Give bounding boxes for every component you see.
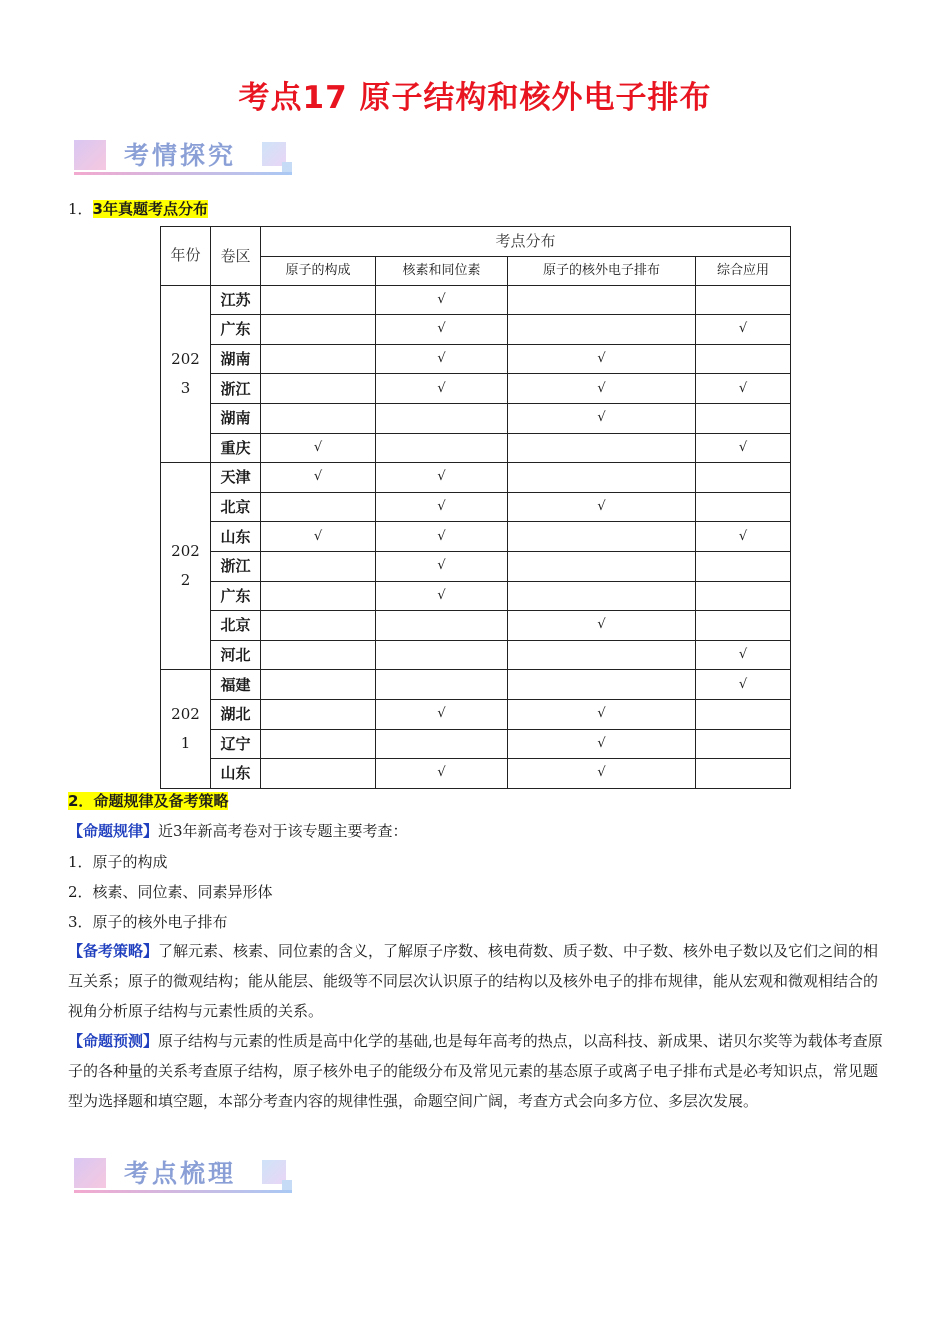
check-cell: [376, 640, 508, 670]
province-cell: 浙江: [211, 551, 261, 581]
banner-underline: [74, 172, 292, 175]
strategy-text: 了解元素、核素、同位素的含义，了解原子序数、核电荷数、质子数、中子数、核外电子数以及它们之间的相互关系；原子的微观结构；能从能层、能级等不同层次认识原子的结构以及核外电子的排布规律，能从宏观和微观相结合的视角分析原子结构与元素性质的关系。: [68, 942, 879, 1020]
section-heading-distribution: [68, 198, 208, 219]
table-row: [161, 492, 791, 522]
check-cell: √: [376, 759, 508, 789]
check-cell: √: [376, 285, 508, 315]
banner-decoration-square: [74, 140, 106, 170]
check-cell: [696, 403, 791, 433]
check-cell: [508, 463, 696, 493]
check-cell: [261, 551, 376, 581]
province-cell: 湖南: [211, 403, 261, 433]
province-cell: 广东: [211, 315, 261, 345]
check-cell: √: [376, 522, 508, 552]
banner-label: 考点梳理: [124, 1159, 237, 1188]
check-cell: [696, 285, 791, 315]
check-cell: [508, 581, 696, 611]
province-cell: 湖北: [211, 699, 261, 729]
forecast-tag: 【命题预测】: [68, 1032, 159, 1050]
rule-paragraph: [68, 820, 408, 841]
check-cell: [261, 640, 376, 670]
table-row: [161, 403, 791, 433]
province-cell: 广东: [211, 581, 261, 611]
check-cell: [376, 670, 508, 700]
check-cell: √: [508, 403, 696, 433]
check-cell: [261, 285, 376, 315]
section-heading-strategy: [68, 790, 228, 811]
check-cell: √: [696, 315, 791, 345]
page-title: 考点17 原子结构和核外电子排布: [238, 80, 712, 116]
check-cell: [696, 699, 791, 729]
check-cell: √: [376, 315, 508, 345]
section-number: 1．: [68, 200, 93, 218]
check-cell: √: [376, 492, 508, 522]
banner-underline: [74, 1190, 292, 1193]
table-row: [161, 551, 791, 581]
check-cell: [508, 285, 696, 315]
forecast-paragraph: [68, 1026, 883, 1116]
check-cell: √: [376, 581, 508, 611]
province-cell: 山东: [211, 522, 261, 552]
check-cell: [508, 551, 696, 581]
check-cell: √: [508, 759, 696, 789]
province-cell: 湖南: [211, 344, 261, 374]
list-item: 3．原子的核外电子排布: [68, 913, 228, 931]
check-cell: [696, 492, 791, 522]
check-cell: [261, 729, 376, 759]
paper-header: 卷区: [211, 227, 261, 286]
table-row: [161, 433, 791, 463]
check-cell: √: [261, 463, 376, 493]
list-item: 2．核素、同位素、同素异形体: [68, 883, 273, 901]
year-cell: 2023: [161, 285, 211, 463]
section-banner-key-points: [72, 1154, 302, 1204]
check-cell: [696, 611, 791, 641]
province-cell: 山东: [211, 759, 261, 789]
province-cell: 北京: [211, 492, 261, 522]
check-cell: √: [376, 463, 508, 493]
banner-decoration-square: [282, 162, 292, 172]
check-cell: [696, 581, 791, 611]
section-banner-exam-analysis: [72, 136, 302, 186]
banner-label: 考情探究: [124, 141, 237, 170]
column-header: 原子的核外电子排布: [508, 256, 696, 285]
table-row: [161, 315, 791, 345]
check-cell: [261, 403, 376, 433]
check-cell: [261, 492, 376, 522]
check-cell: √: [696, 522, 791, 552]
banner-decoration-square: [74, 1158, 106, 1188]
column-header: 核素和同位素: [376, 256, 508, 285]
check-cell: [376, 611, 508, 641]
province-cell: 江苏: [211, 285, 261, 315]
check-cell: [261, 759, 376, 789]
check-cell: [508, 433, 696, 463]
strategy-paragraph: [68, 936, 883, 1026]
group-header: 考点分布: [261, 227, 791, 257]
check-cell: [261, 315, 376, 345]
check-cell: [508, 315, 696, 345]
province-cell: 河北: [211, 640, 261, 670]
check-cell: √: [508, 611, 696, 641]
year-header: 年份: [161, 227, 211, 286]
table-row: [161, 463, 791, 493]
check-cell: [261, 581, 376, 611]
rule-tag: 【命题规律】: [68, 822, 159, 840]
table-row: [161, 522, 791, 552]
check-cell: [696, 463, 791, 493]
check-cell: [261, 670, 376, 700]
check-cell: [508, 522, 696, 552]
check-cell: √: [696, 640, 791, 670]
check-cell: [376, 729, 508, 759]
province-cell: 浙江: [211, 374, 261, 404]
table-row: [161, 640, 791, 670]
column-header: 原子的构成: [261, 256, 376, 285]
table-row: [161, 374, 791, 404]
check-cell: √: [508, 699, 696, 729]
province-cell: 天津: [211, 463, 261, 493]
check-cell: √: [376, 374, 508, 404]
strategy-tag: 【备考策略】: [68, 942, 159, 960]
forecast-text: 原子结构与元素的性质是高中化学的基础,也是每年高考的热点，以高科技、新成果、诺贝尔奖等为载体考查原子的各种量的关系考查原子结构，原子核外电子的能级分布及常见元素的基态原子或离子电子排布式是必考知识点，常见题型为选择题和填空题，本部分考查内容的规律性强，命题空间广阔，考查方式会向多方位、多层次发展。: [68, 1032, 883, 1110]
check-cell: [696, 759, 791, 789]
check-cell: [696, 729, 791, 759]
check-cell: √: [261, 433, 376, 463]
section-label: 3年真题考点分布: [92, 200, 208, 218]
province-cell: 北京: [211, 611, 261, 641]
check-cell: [696, 344, 791, 374]
province-cell: 福建: [211, 670, 261, 700]
check-cell: [696, 551, 791, 581]
list-item: 1．原子的构成: [68, 853, 168, 871]
check-cell: [508, 670, 696, 700]
check-cell: √: [508, 344, 696, 374]
check-cell: √: [696, 374, 791, 404]
check-cell: √: [376, 699, 508, 729]
check-cell: [376, 433, 508, 463]
check-cell: [508, 640, 696, 670]
rule-text: 近3年新高考卷对于该专题主要考查：: [158, 822, 408, 840]
check-cell: √: [696, 433, 791, 463]
table-row: [161, 611, 791, 641]
check-cell: √: [261, 522, 376, 552]
table-row: [161, 729, 791, 759]
table-row: [161, 581, 791, 611]
section-number: 2．: [68, 792, 94, 810]
check-cell: √: [508, 729, 696, 759]
check-cell: [261, 699, 376, 729]
table-row: [161, 285, 791, 315]
province-cell: 重庆: [211, 433, 261, 463]
check-cell: √: [376, 344, 508, 374]
banner-decoration-square: [282, 1180, 292, 1190]
exam-distribution-table: [160, 226, 791, 789]
column-header: 综合应用: [696, 256, 791, 285]
table-row: [161, 670, 791, 700]
check-cell: √: [508, 374, 696, 404]
check-cell: [261, 374, 376, 404]
year-cell: 2022: [161, 463, 211, 670]
check-cell: √: [508, 492, 696, 522]
check-cell: [261, 344, 376, 374]
table-row: [161, 759, 791, 789]
check-cell: √: [696, 670, 791, 700]
year-cell: 2021: [161, 670, 211, 788]
table-row: [161, 344, 791, 374]
check-cell: √: [376, 551, 508, 581]
table-row: [161, 699, 791, 729]
section-label: 命题规律及备考策略: [93, 792, 229, 810]
check-cell: [261, 611, 376, 641]
check-cell: [376, 403, 508, 433]
province-cell: 辽宁: [211, 729, 261, 759]
